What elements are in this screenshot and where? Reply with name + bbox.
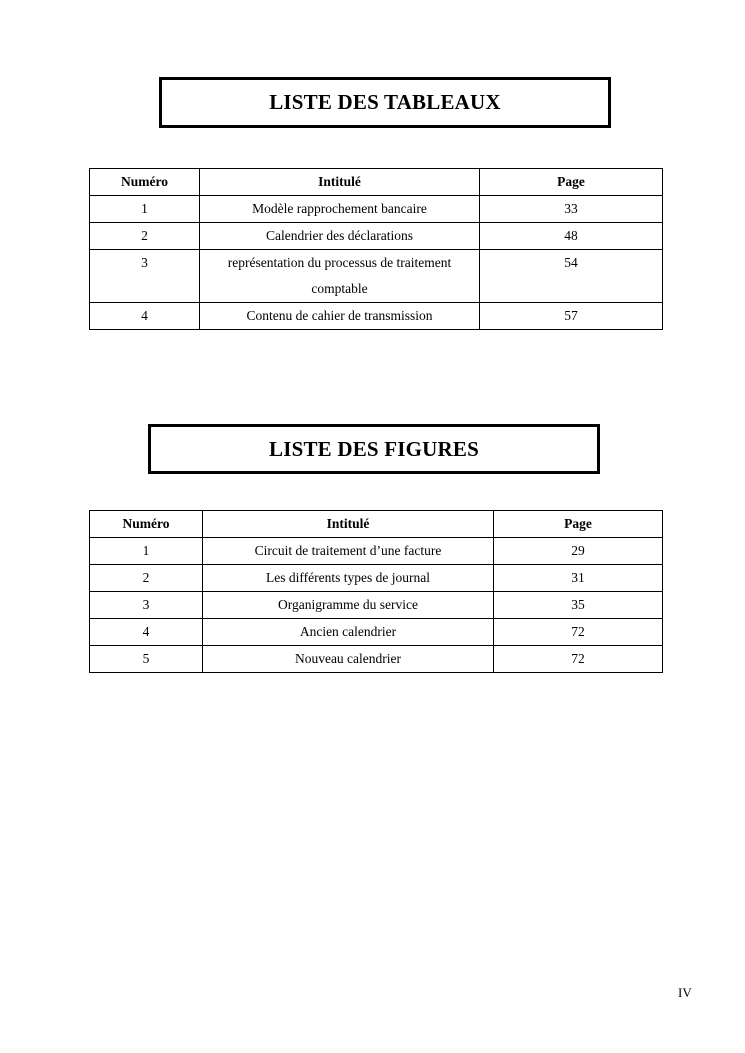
row-title: Contenu de cahier de transmission — [200, 303, 480, 330]
table-row — [90, 250, 663, 303]
table-header-row — [90, 169, 663, 196]
row-number: 2 — [90, 223, 200, 250]
row-page: 35 — [494, 592, 663, 619]
row-page: 72 — [494, 619, 663, 646]
row-number: 4 — [90, 303, 200, 330]
row-title: Ancien calendrier — [203, 619, 494, 646]
table-row — [90, 303, 663, 330]
list-of-tables-title: LISTE DES TABLEAUX — [159, 77, 611, 128]
row-number: 3 — [90, 592, 203, 619]
row-page: 48 — [480, 223, 663, 250]
table-row — [90, 592, 663, 619]
list-of-figures — [89, 510, 663, 673]
header-intitule: Intitulé — [200, 169, 480, 196]
table-row — [90, 619, 663, 646]
row-number: 1 — [90, 538, 203, 565]
list-of-tables — [89, 168, 663, 330]
row-title: Nouveau calendrier — [203, 646, 494, 673]
table-row — [90, 223, 663, 250]
row-title — [200, 250, 480, 303]
header-page: Page — [494, 511, 663, 538]
row-title: Organigramme du service — [203, 592, 494, 619]
row-title: Calendrier des déclarations — [200, 223, 480, 250]
row-title: Les différents types de journal — [203, 565, 494, 592]
row-page: 33 — [480, 196, 663, 223]
header-intitule: Intitulé — [203, 511, 494, 538]
row-page: 57 — [480, 303, 663, 330]
row-number: 3 — [90, 250, 200, 303]
header-numero: Numéro — [90, 169, 200, 196]
row-number: 1 — [90, 196, 200, 223]
row-page: 72 — [494, 646, 663, 673]
row-title: Modèle rapprochement bancaire — [200, 196, 480, 223]
page-number: IV — [678, 985, 692, 1000]
table-row — [90, 538, 663, 565]
list-of-figures-title: LISTE DES FIGURES — [148, 424, 600, 474]
row-title: Circuit de traitement d’une facture — [203, 538, 494, 565]
table-row — [90, 646, 663, 673]
row-page: 54 — [480, 250, 663, 303]
row-page: 29 — [494, 538, 663, 565]
header-page: Page — [480, 169, 663, 196]
row-number: 4 — [90, 619, 203, 646]
table-row — [90, 565, 663, 592]
table-row — [90, 196, 663, 223]
row-title-line-2: comptable — [311, 281, 368, 296]
row-number: 5 — [90, 646, 203, 673]
row-title-line-1: représentation du processus de traitement — [227, 255, 452, 270]
row-page: 31 — [494, 565, 663, 592]
row-number: 2 — [90, 565, 203, 592]
table-header-row — [90, 511, 663, 538]
header-numero: Numéro — [90, 511, 203, 538]
